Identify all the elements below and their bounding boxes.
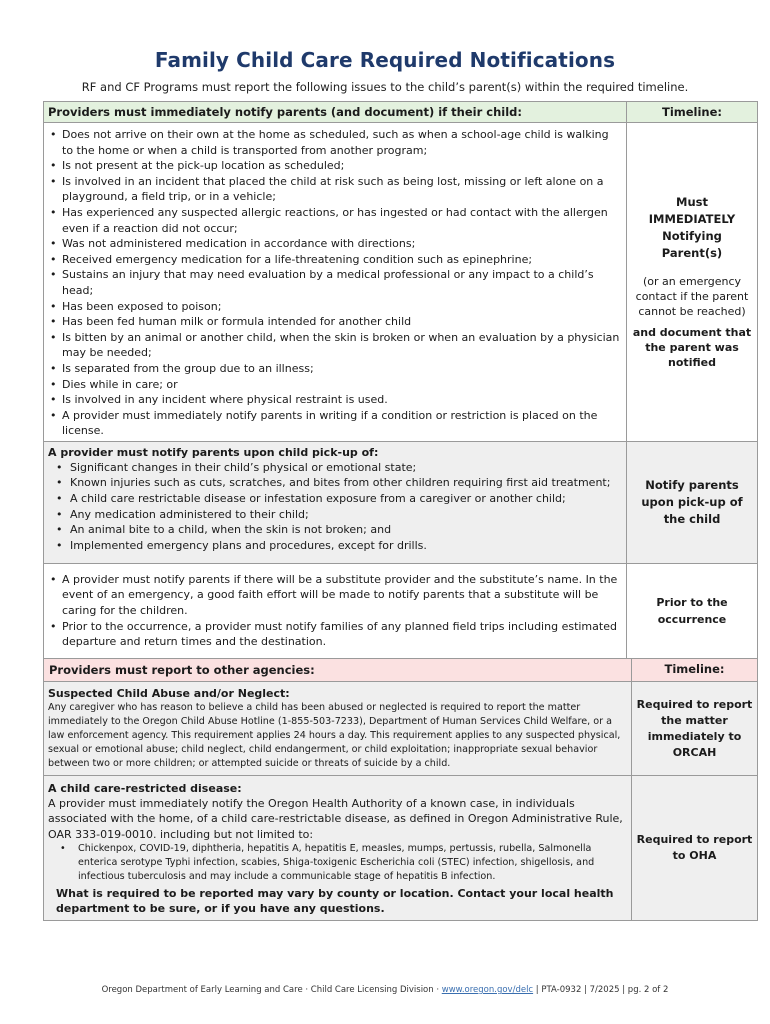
list-item: • Has experienced any suspected allergic reactions, or has ingested or had contact with the allergen even if a reaction did not occur;: [48, 205, 622, 236]
page-title: Family Child Care Required Notifications: [154, 48, 616, 72]
page-footer: [0, 985, 770, 995]
advance-timeline: Prior to the occurrence: [627, 563, 758, 658]
timeline-document-note: and document that the parent was notified: [632, 325, 752, 369]
list-item: • Is separated from the group due to an illness;: [48, 361, 622, 377]
list-item: • Is not present at the pick-up location as scheduled;: [48, 158, 622, 174]
table-header-left: Providers must report to other agencies:: [44, 659, 632, 682]
table-header-row: [44, 659, 758, 682]
immediate-notify-list-cell: [44, 123, 627, 442]
list-item: • Implemented emergency plans and procedures, except for drills.: [48, 538, 622, 554]
list-item: • A provider must notify parents if there will be a substitute provider and the substitute’s name. In the event of an emergency, a good faith effort will be made to notify parents that a substitute will be caring for the children.: [48, 572, 622, 619]
list-item: • Received emergency medication for a life-threatening condition such as epinephrine;: [48, 252, 622, 268]
list-item: • Dies while in care; or: [48, 377, 622, 393]
page-subtitle: RF and CF Programs must report the following issues to the child’s parent(s) within the required timeline.: [81, 80, 689, 94]
advance-notify-cell: [44, 563, 627, 658]
list-item: • Any medication administered to their child;: [48, 507, 622, 523]
list-item: • Sustains an injury that may need evaluation by a medical professional or any impact to a child’s head;: [48, 267, 622, 298]
list-item: • Chickenpox, COVID-19, diphtheria, hepatitis A, hepatitis E, measles, mumps, pertussis, rubella, Salmonella enterica serotype Typhi infection, scabies, Shiga-toxigenic Escherichia coli (STEC) infection, shigellosis, and infectious tuberculosis and may include a communicable stage of hepatitis B infection.: [48, 842, 627, 884]
disease-body: A provider must immediately notify the Oregon Health Authority of a known case, in individuals associated with the home, of a child care-restrictable disease, as defined in Oregon Administrative Rule, OAR 333-019-0010. including but not limited to:: [48, 797, 623, 841]
abuse-report-cell: [44, 682, 632, 776]
delc-website-link[interactable]: www.oregon.gov/delc: [441, 985, 534, 995]
timeline-immediately: Must IMMEDIATELY Notifying Parent(s): [648, 194, 736, 260]
disease-list: [48, 842, 627, 884]
table-header-left: Providers must immediately notify parents (and document) if their child:: [44, 102, 627, 123]
table-row: [44, 776, 758, 921]
footer-doc-info: | PTA-0932 | 7/2025 | pg. 2 of 2: [533, 985, 669, 995]
list-item: • Has been exposed to poison;: [48, 299, 622, 315]
table-row: [44, 123, 758, 442]
disease-heading: A child care-restricted disease:: [48, 782, 242, 795]
advance-notify-list: [48, 572, 622, 650]
list-item: • Prior to the occurrence, a provider must notify families of any planned field trips including estimated departure and return times and the destination.: [48, 619, 622, 650]
table-header-row: [44, 102, 758, 123]
pickup-notify-cell: [44, 441, 627, 563]
pickup-heading: A provider must notify parents upon child pick-up of:: [48, 445, 379, 459]
abuse-body: Any caregiver who has reason to believe a child has been abused or neglected is required to report the matter immediately to the Oregon Child Abuse Hotline (1-855-503-7233), Department of Human Services Child Welfare, or a law enforcement agency. This requirement applies 24 hours a day. This requirement applies to any suspected physical, sexual or emotional abuse; child neglect, child endangerment, or child exploitation; inappropriate sexual behavior between two or more children; or attempted suicide or threats of suicide by a child.: [48, 702, 621, 769]
table-header-timeline: Timeline:: [632, 659, 758, 682]
disease-report-cell: [44, 776, 632, 921]
list-item: • A child care restrictable disease or infestation exposure from a caregiver or another child;: [48, 491, 622, 507]
abuse-heading: Suspected Child Abuse and/or Neglect:: [48, 687, 290, 700]
footer-text: Oregon Department of Early Learning and Care · Child Care Licensing Division ·: [101, 985, 442, 995]
list-item: • Is involved in an incident that placed the child at risk such as being lost, missing or left alone on a playground, a field trip, or in a vehicle;: [48, 174, 622, 205]
agency-report-table: [43, 658, 758, 921]
parent-notification-table: [43, 101, 758, 659]
immediate-timeline-cell: [627, 123, 758, 442]
table-row: [44, 682, 758, 776]
list-item: • Significant changes in their child’s physical or emotional state;: [48, 460, 622, 476]
abuse-timeline: Required to report the matter immediately to ORCAH: [632, 682, 758, 776]
list-item: • A provider must immediately notify parents in writing if a condition or restriction is placed on the license.: [48, 408, 622, 439]
list-item: • Has been fed human milk or formula intended for another child: [48, 314, 622, 330]
list-item: • Is involved in any incident where physical restraint is used.: [48, 392, 622, 408]
immediate-notify-list: [48, 127, 622, 439]
pickup-timeline: Notify parents upon pick-up of the child: [627, 441, 758, 563]
list-item: • Was not administered medication in accordance with directions;: [48, 236, 622, 252]
list-item: • Known injuries such as cuts, scratches, and bites from other children requiring first aid treatment;: [48, 475, 622, 491]
pickup-notify-list: [48, 460, 622, 554]
list-item: • An animal bite to a child, when the skin is not broken; and: [48, 522, 622, 538]
disease-timeline: Required to report to OHA: [632, 776, 758, 921]
table-row: [44, 563, 758, 658]
list-item: • Is bitten by an animal or another child, when the skin is broken or when an evaluation by a physician may be needed;: [48, 330, 622, 361]
table-header-timeline: Timeline:: [627, 102, 758, 123]
table-row: [44, 441, 758, 563]
list-item: • Does not arrive on their own at the home as scheduled, such as when a school-age child is walking to the home or when a child is transported from another program;: [48, 127, 622, 158]
timeline-emergency-note: (or an emergency contact if the parent cannot be reached): [635, 274, 749, 318]
local-health-note: What is required to be reported may vary by county or location. Contact your local health department to be sure, or if you have any questions.: [56, 887, 614, 916]
